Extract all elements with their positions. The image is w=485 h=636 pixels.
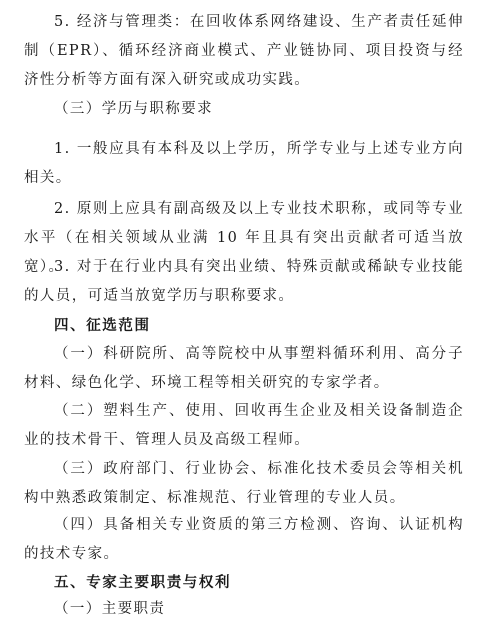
heading-expert-duties: 五、专家主要职责与权利 [54, 575, 232, 591]
paragraph-scope-research: （一）科研院所、高等院校中从事塑料循环利用、高分子材料、绿色化学、环境工程等相关研究的专家学者。 [24, 346, 464, 391]
subheading-main-duties: （一）主要职责 [54, 601, 166, 617]
paragraph-economics: 5. 经济与管理类：在回收体系网络建设、生产者责任延伸制（EPR）、循环经济商业模式、产业链协同、项目投资与经济性分析等方面有深入研究或成功实践。 [24, 14, 464, 88]
paragraph-education: 1. 一般应具有本科及以上学历，所学专业与上述专业方向相关。 [24, 141, 464, 186]
heading-selection-scope: 四、征选范围 [54, 318, 151, 334]
subheading-education-title: （三）学历与职称要求 [54, 101, 213, 117]
paragraph-scope-government: （三）政府部门、行业协会、标准化技术委员会等相关机构中熟悉政策制定、标准规范、行业管理的专业人员。 [24, 461, 464, 506]
paragraph-scope-enterprise: （二）塑料生产、使用、回收再生企业及相关设备制造企业的技术骨干、管理人员及高级工程师。 [24, 403, 464, 448]
paragraph-title-rank: 2. 原则上应具有副高级及以上专业技术职称，或同等专业水平（在相关领域从业满 10 年且具有突出贡献者可适当放宽）。 [24, 201, 464, 275]
paragraph-relaxation: 3. 对于在行业内具有突出业绩、特殊贡献或稀缺专业技能的人员，可适当放宽学历与职称要求。 [24, 259, 464, 304]
paragraph-scope-thirdparty: （四）具备相关专业资质的第三方检测、咨询、认证机构的技术专家。 [24, 517, 464, 562]
